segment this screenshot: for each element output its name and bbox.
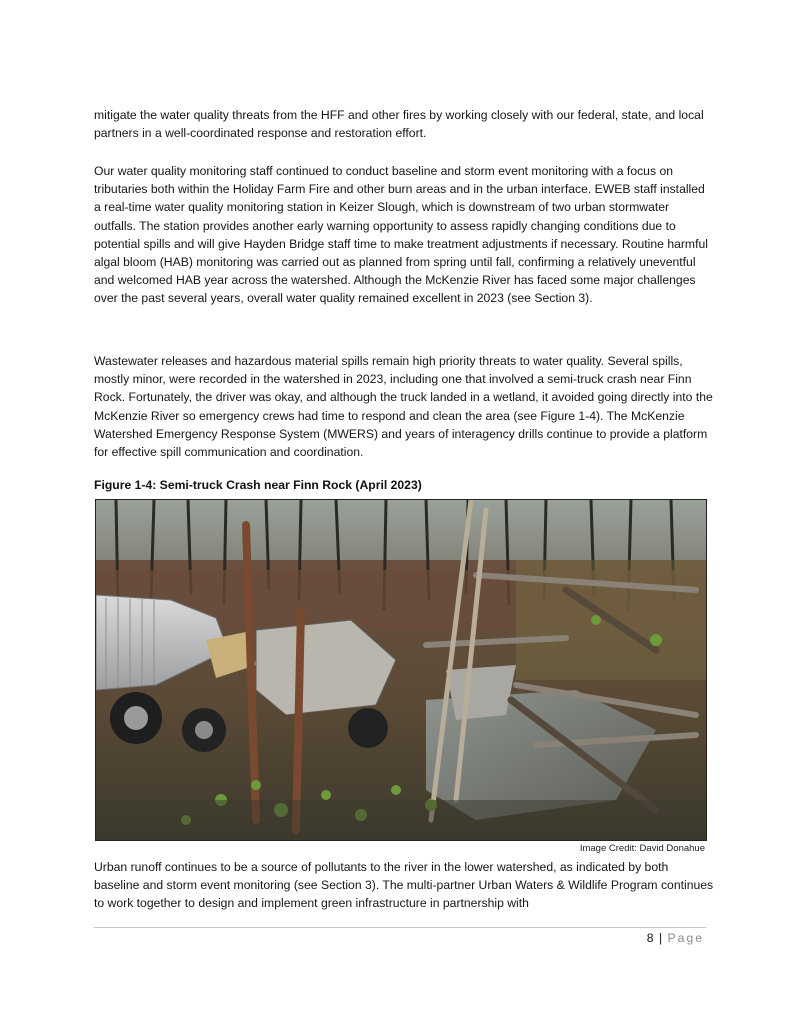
photo-illustration (96, 500, 706, 840)
image-credit: Image Credit: David Donahue (579, 843, 705, 854)
paragraph-water-quality-monitoring: Our water quality monitoring staff continued to conduct baseline and storm event monitoring with a focus on tributaries both within the Holiday Farm Fire and other burn areas and in the urban interface. EWEB staff installed a real-time water quality monitoring station in Keizer Slough, which is downstream of two urban stormwater outfalls. The station provides another early warning opportunity to assess rapidly changing conditions due to potential spills and will give Hayden Bridge staff time to make treatment adjustments if necessary. Routine harmful algal bloom (HAB) monitoring was carried out as planned from spring until fall, confirming a relatively uneventful and welcomed HAB year across the watershed. Although the McKenzie River has faced some major challenges over the past several years, overall water quality remained excellent in 2023 (see Section 3). (94, 164, 708, 306)
paragraph-fire-response: mitigate the water quality threats from the HFF and other fires by working closely with our federal, state, and local partners in a well-coordinated response and restoration effort. (94, 108, 704, 141)
page-label: Page (667, 931, 704, 945)
paragraph-spills: Wastewater releases and hazardous material spills remain high priority threats to water quality. Several spills, mostly minor, were recorded in the watershed in 2023, including one that involved a semi-truck crash near Finn Rock. Fortunately, the driver was okay, and although the truck landed in a wetland, it avoided going directly into the McKenzie River so emergency crews had time to respond and clean the area (see Figure 1-4). The McKenzie Watershed Emergency Response System (MWERS) and years of interagency drills continue to provide a platform for effective spill communication and coordination. (94, 354, 713, 460)
figure-photo-semi-truck-crash (95, 499, 707, 841)
page-footer (647, 931, 704, 945)
page-number: 8 (646, 931, 654, 945)
footer-divider (94, 927, 706, 928)
page-separator: | (658, 931, 663, 945)
figure-caption: Figure 1-4: Semi-truck Crash near Finn Rock (April 2023) (94, 478, 422, 492)
paragraph-urban-runoff: Urban runoff continues to be a source of pollutants to the river in the lower watershed, as indicated by both baseline and storm event monitoring (see Section 3). The multi-partner Urban Waters & Wildlife Program continues to work together to design and implement green infrastructure in partnership with (94, 860, 714, 911)
